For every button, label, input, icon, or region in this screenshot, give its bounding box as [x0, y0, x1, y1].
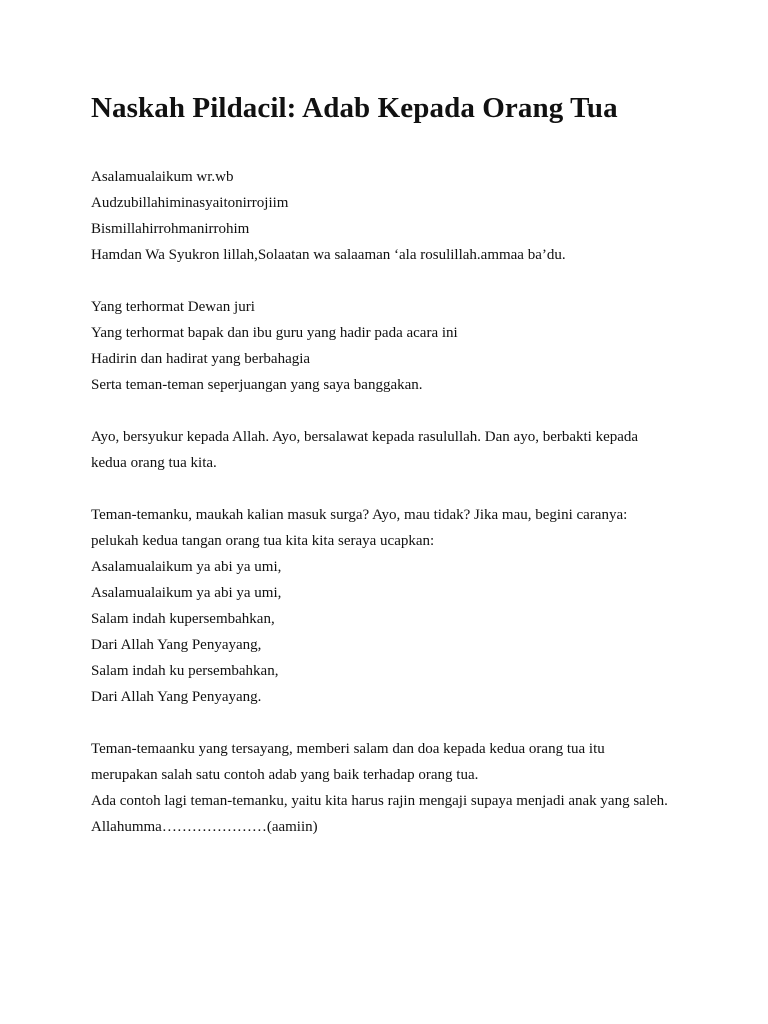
text-line: Ayo, bersyukur kepada Allah. Ayo, bersalawat kepada rasulullah. Dan ayo, berbakti kepada	[91, 429, 639, 445]
text-line: Ada contoh lagi teman-temanku, yaitu kita harus rajin mengaji supaya menjadi anak yang saleh.	[91, 793, 668, 809]
text-line: pelukah kedua tangan orang tua kita kita seraya ucapkan:	[91, 533, 435, 549]
paragraph-gap	[91, 710, 691, 736]
text-line: merupakan salah satu contoh adab yang baik terhadap orang tua.	[91, 767, 479, 783]
document-title: Naskah Pildacil: Adab Kepada Orang Tua	[91, 92, 618, 124]
paragraph-closing	[91, 736, 691, 840]
text-line: Audzubillahiminasyaitonirrojiim	[91, 195, 289, 211]
paragraph-gap	[91, 476, 691, 502]
text-line: Teman-temaanku yang tersayang, memberi salam dan doa kepada kedua orang tua itu	[91, 741, 605, 757]
document-page	[91, 84, 691, 840]
text-line: Asalamualaikum ya abi ya umi,	[91, 585, 282, 601]
text-line: Dari Allah Yang Penyayang,	[91, 637, 262, 653]
text-line: Salam indah ku persembahkan,	[91, 663, 279, 679]
text-line: Allahumma…………………(aamiin)	[91, 819, 318, 835]
text-line: Dari Allah Yang Penyayang.	[91, 689, 262, 705]
paragraph-gap	[91, 398, 691, 424]
paragraph-salam-verse	[91, 502, 691, 710]
text-line: Hamdan Wa Syukron lillah,Solaatan wa salaaman ‘ala rosulillah.ammaa ba’du.	[91, 247, 566, 263]
paragraph-gap	[91, 268, 691, 294]
paragraph-salutations	[91, 294, 691, 398]
text-line: Yang terhormat Dewan juri	[91, 299, 255, 315]
text-line: Serta teman-teman seperjuangan yang saya banggakan.	[91, 377, 423, 393]
text-line: Yang terhormat bapak dan ibu guru yang hadir pada acara ini	[91, 325, 458, 341]
paragraph-invitation	[91, 424, 691, 476]
paragraph-opening-greeting	[91, 164, 691, 268]
text-line: Bismillahirrohmanirrohim	[91, 221, 250, 237]
text-line: Teman-temanku, maukah kalian masuk surga? Ayo, mau tidak? Jika mau, begini caranya:	[91, 507, 628, 523]
text-line: Salam indah kupersembahkan,	[91, 611, 275, 627]
document-body	[91, 164, 691, 840]
text-line: Asalamualaikum wr.wb	[91, 169, 234, 185]
text-line: kedua orang tua kita.	[91, 455, 217, 471]
text-line: Asalamualaikum ya abi ya umi,	[91, 559, 282, 575]
text-line: Hadirin dan hadirat yang berbahagia	[91, 351, 311, 367]
